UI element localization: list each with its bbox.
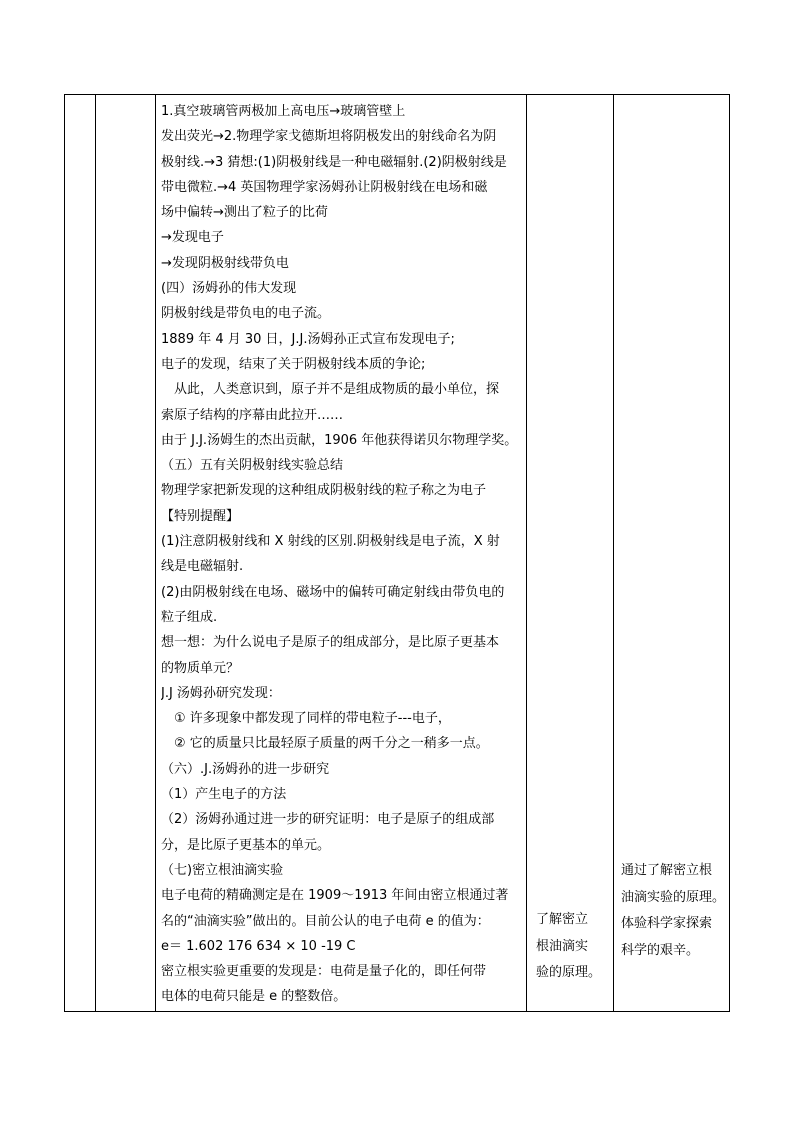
content-line: 粒子组成.	[161, 609, 218, 625]
content-line: 想一想：为什么说电子是原子的组成部分，是比原子更基本	[161, 635, 500, 651]
content-line: e＝ 1.602 176 634 × 10 -19 C	[161, 938, 356, 954]
content-line: 物理学家把新发现的这种组成阴极射线的粒子称之为电子	[161, 483, 487, 499]
content-line: (四）汤姆孙的伟大发现	[161, 281, 297, 297]
lesson-content	[156, 95, 526, 1010]
content-line: ② 它的质量只比最轻原子质量的两千分之一稍多一点。	[161, 736, 489, 752]
content-line: ① 许多现象中都发现了同样的带电粒子---电子，	[161, 711, 451, 727]
design-intent-cell	[614, 95, 730, 1012]
table-row	[65, 95, 730, 1012]
content-line: 1889 年 4 月 30 日，J.J.汤姆孙正式宣布发现电子;	[161, 331, 455, 347]
content-line: （1）产生电子的方法	[161, 787, 287, 803]
content-line: 发出荧光→2.物理学家戈德斯坦将阴极发出的射线命名为阴	[161, 129, 497, 145]
content-line: （七)密立根油滴实验	[161, 862, 284, 878]
content-line: (2)由阴极射线在电场、磁场中的偏转可确定射线由带负电的	[161, 584, 505, 600]
content-line: 密立根实验更重要的发现是：电荷是量子化的，即任何带	[161, 964, 487, 980]
goal-line: 验的原理。	[536, 965, 602, 980]
intent-line: 油滴实验的原理。	[621, 889, 726, 905]
content-line: J.J 汤姆孙研究发现：	[161, 685, 281, 701]
content-line: (1)注意阴极射线和 X 射线的区别.阴极射线是电子流，X 射	[161, 534, 500, 550]
learning-goal-cell	[527, 95, 614, 1012]
content-line: 从此，人类意识到，原子并不是组成物质的最小单位，探	[161, 382, 500, 398]
content-line: （六）.J.汤姆孙的进一步研究	[161, 761, 330, 777]
content-line: 电子电荷的精确测定是在 1909～1913 年间由密立根通过著	[161, 888, 509, 904]
intent-line: 科学的艰辛。	[621, 942, 700, 958]
content-line: 名的“油滴实验”做出的。目前公认的电子电荷 e 的值为：	[161, 913, 490, 929]
goal-line: 了解密立	[536, 912, 589, 927]
content-line: →发现电子	[161, 230, 224, 246]
content-line: 由于 J.J.汤姆生的杰出贡献，1906 年他获得诺贝尔物理学奖。	[161, 432, 518, 448]
content-line: 场中偏转→测出了粒子的比荷	[161, 205, 328, 221]
intent-line: 通过了解密立根	[621, 863, 713, 878]
content-line: 分，是比原子更基本的单元。	[161, 837, 331, 853]
content-line: 阴极射线是带负电的电子流。	[161, 306, 331, 322]
content-line: 1.真空玻璃管两极加上高电压→玻璃管壁上	[161, 104, 406, 119]
goal-line: 根油滴实	[536, 938, 589, 954]
content-line: 极射线.→3 猜想:(1)阴极射线是一种电磁辐射.(2)阴极射线是	[161, 154, 507, 170]
intent-line: 体验科学家探索	[621, 916, 713, 931]
learning-goal-text	[536, 907, 601, 987]
content-line: （2）汤姆孙通过进一步的研究证明：电子是原子的组成部	[161, 812, 495, 828]
design-intent-text	[621, 858, 725, 964]
content-line: （五）五有关阴极射线实验总结	[161, 458, 344, 474]
lesson-table	[64, 94, 730, 1012]
content-line: 索原子结构的序幕由此拉开……	[161, 407, 344, 423]
content-line: 带电微粒.→4 英国物理学家汤姆孙让阴极射线在电场和磁	[161, 179, 488, 195]
content-line: 【特别提醒】	[161, 508, 240, 524]
content-line: 线是电磁辐射.	[161, 559, 244, 575]
content-line: 的物质单元？	[161, 660, 240, 676]
lesson-content-cell	[156, 95, 527, 1012]
content-line: →发现阴极射线带负电	[161, 255, 289, 271]
content-line: 电体的电荷只能是 e 的整数倍。	[161, 989, 347, 1005]
blank-column-2	[96, 95, 156, 1012]
content-line: 电子的发现，结束了关于阴极射线本质的争论;	[161, 356, 426, 372]
blank-column-1	[65, 95, 96, 1012]
